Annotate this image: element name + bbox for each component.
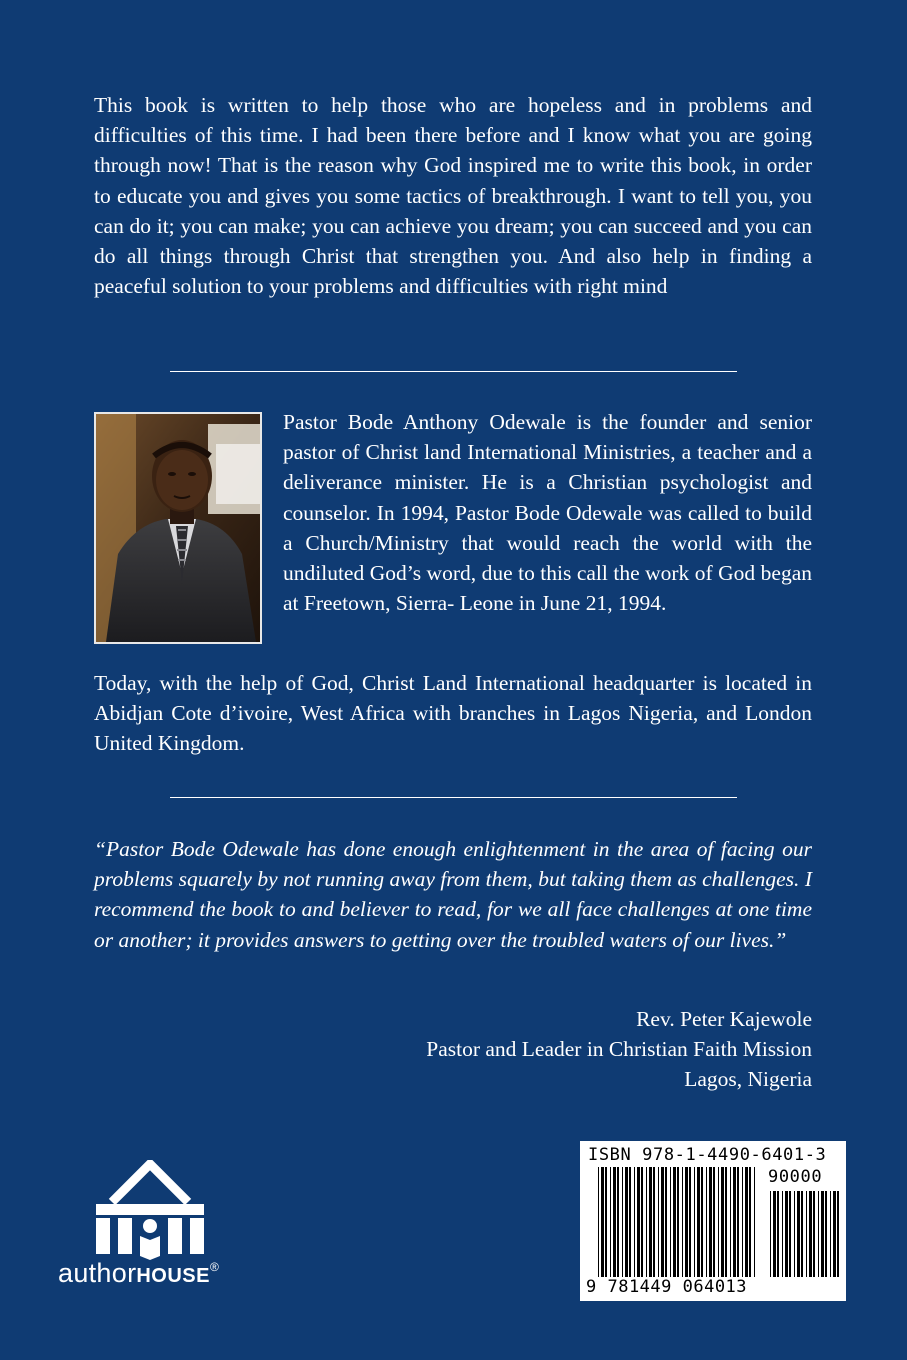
author-portrait-image xyxy=(96,414,260,642)
barcode-bar xyxy=(777,1191,779,1277)
barcode-bar xyxy=(749,1167,751,1277)
barcode-bar xyxy=(809,1191,812,1277)
barcode-bar xyxy=(837,1191,839,1277)
barcode-bar xyxy=(725,1167,727,1277)
barcode-bar xyxy=(685,1167,688,1277)
barcode-bar xyxy=(745,1167,748,1277)
barcode-bar xyxy=(673,1167,676,1277)
barcode-bar xyxy=(697,1167,700,1277)
barcode-bar xyxy=(605,1167,607,1277)
endorsement-quote: “Pastor Bode Odewale has done enough enlightenment in the area of facing our problems squarely by not running away from them, but taking them as challenges. I recommend the book to and believer to read, for we all face challenges at one time or another; it provides answers to getting over the troubled waters of our lives.” xyxy=(94,837,812,952)
barcode-bar xyxy=(713,1167,715,1277)
barcode-bar xyxy=(789,1191,791,1277)
publisher-name-part2: HOUSE xyxy=(136,1265,210,1287)
barcode-bar xyxy=(653,1167,655,1277)
barcode-bar xyxy=(782,1191,783,1277)
barcode-bar xyxy=(649,1167,652,1277)
barcode-bar xyxy=(821,1191,824,1277)
barcode-bar xyxy=(754,1167,755,1277)
barcode-bar xyxy=(658,1167,659,1277)
registered-mark: ® xyxy=(209,1260,220,1274)
barcode-bar xyxy=(670,1167,671,1277)
barcode-bar xyxy=(677,1167,679,1277)
barcode-bar xyxy=(610,1167,611,1277)
barcode-addon: 90000 xyxy=(768,1167,823,1187)
barcode-bar xyxy=(622,1167,623,1277)
barcode-bar xyxy=(806,1191,807,1277)
isbn-label: ISBN 978-1-4490-6401-3 xyxy=(588,1145,827,1165)
publisher-logo xyxy=(58,1258,219,1289)
barcode-bar xyxy=(833,1191,836,1277)
divider-top xyxy=(170,371,737,372)
barcode-bar xyxy=(634,1167,635,1277)
barcode-bar xyxy=(629,1167,631,1277)
barcode-bar xyxy=(813,1191,815,1277)
barcode-bar xyxy=(709,1167,712,1277)
barcode-bar xyxy=(706,1167,707,1277)
barcode-bar xyxy=(598,1167,599,1277)
barcode-bar xyxy=(730,1167,731,1277)
barcode-bar xyxy=(733,1167,736,1277)
barcode-bar xyxy=(625,1167,628,1277)
author-bio-paragraph-2: Today, with the help of God, Christ Land International headquarter is located in Abidjan Cote d’ivoire, West Africa with branches in Lagos Nigeria, and London United Kingdom. xyxy=(94,671,812,756)
author-photo xyxy=(94,412,262,644)
barcode-bar xyxy=(818,1191,819,1277)
barcode-bar xyxy=(646,1167,647,1277)
barcode-bar xyxy=(742,1167,743,1277)
barcode-bar xyxy=(641,1167,643,1277)
barcode-bar xyxy=(830,1191,831,1277)
barcode-bar xyxy=(721,1167,724,1277)
barcode-bar xyxy=(694,1167,695,1277)
barcode-bar xyxy=(701,1167,703,1277)
barcode-bar xyxy=(801,1191,803,1277)
endorsement-attribution xyxy=(426,1004,812,1095)
isbn-barcode xyxy=(580,1141,846,1301)
barcode-bar xyxy=(665,1167,667,1277)
barcode-bar xyxy=(773,1191,776,1277)
publisher-name-part1: author xyxy=(58,1258,137,1288)
barcode-bar xyxy=(737,1167,739,1277)
barcode-bar xyxy=(661,1167,664,1277)
barcode-bar xyxy=(797,1191,800,1277)
author-bio-paragraph-1: Pastor Bode Anthony Odewale is the founder and senior pastor of Christ land International Ministries, a teacher and a deliverance minister. He is a Christian psychologist and counselor. In 1994, Pastor Bode Odewale was called to build a Church/Ministry that would reach the world with the undiluted God’s word, due to this call the work of God began at Freetown, Sierra- Leone in June 21, 1994. xyxy=(283,410,812,616)
barcode-bar xyxy=(613,1167,616,1277)
barcode-bar xyxy=(689,1167,691,1277)
barcode-bar xyxy=(770,1191,771,1277)
barcode-bar xyxy=(785,1191,788,1277)
endorser-name: Rev. Peter Kajewole xyxy=(636,1007,812,1031)
barcode-bar xyxy=(682,1167,683,1277)
barcode-bar xyxy=(794,1191,795,1277)
endorser-location: Lagos, Nigeria xyxy=(684,1067,812,1092)
book-blurb: This book is written to help those who are hopeless and in problems and difficulties of this time. I had been there before and I know what you are going through now! That is the reason why God inspired me to write this book, in order to educate you and gives you some tactics of breakthrough. I want to tell you, you can do it; you can make; you can achieve you dream; you can succeed and you can do all things through Christ that strengthen you. And also help in finding a peaceful solution to your problems and difficulties with right mind xyxy=(94,93,812,299)
barcode-bar xyxy=(617,1167,619,1277)
barcode-bar xyxy=(825,1191,827,1277)
barcode-bar xyxy=(637,1167,640,1277)
barcode-bar xyxy=(601,1167,604,1277)
endorser-title: Pastor and Leader in Christian Faith Mission xyxy=(426,1037,812,1062)
barcode-bar xyxy=(718,1167,719,1277)
barcode-ean-digits: 9 781449 064013 xyxy=(586,1277,748,1297)
divider-bottom xyxy=(170,797,737,798)
